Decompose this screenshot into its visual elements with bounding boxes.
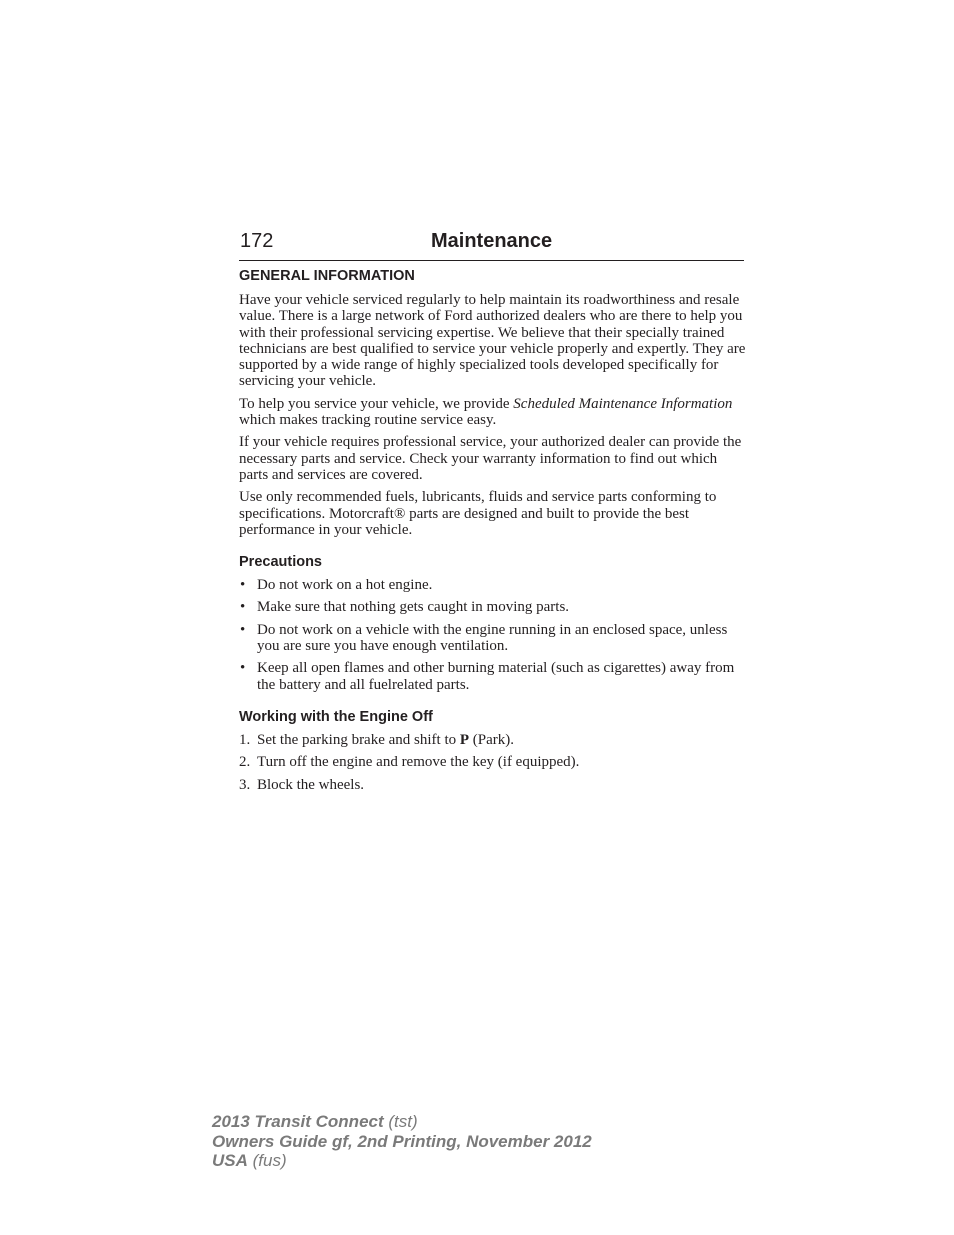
footer-market-code: (fus) xyxy=(247,1151,287,1170)
general-paragraph-2-start: To help you service your vehicle, we provide xyxy=(239,395,514,412)
step-text: Block the wheels. xyxy=(257,776,365,793)
footer-model-code: (tst) xyxy=(383,1112,418,1131)
general-paragraph-2 xyxy=(239,396,749,429)
list-item xyxy=(239,660,749,693)
general-paragraph-4: Use only recommended fuels, lubricants, fluids and service parts conforming to specifications. Motorcraft® parts are designed and built to provide the best performance in your vehicle. xyxy=(239,489,717,538)
list-item xyxy=(239,599,749,615)
general-paragraph-2-end: which makes tracking routine service easy. xyxy=(239,412,497,429)
list-item-text: Make sure that nothing gets caught in moving parts. xyxy=(257,599,570,616)
bullet: • xyxy=(240,577,246,594)
footer-line-1 xyxy=(212,1112,592,1132)
list-item xyxy=(239,577,749,593)
page-footer xyxy=(212,1112,592,1171)
list-item-text: Do not work on a vehicle with the engine running in an enclosed space, unless you are sure you have enough ventilation. xyxy=(257,621,728,655)
list-item-text: Keep all open flames and other burning material (such as cigarettes) away from the battery and all fuelrelated parts. xyxy=(257,660,735,693)
chapter-title: Maintenance xyxy=(431,230,553,252)
precautions-heading: Precautions xyxy=(239,554,322,571)
precautions-list xyxy=(239,577,749,693)
scheduled-maintenance-reference: Scheduled Maintenance Information xyxy=(513,395,733,412)
page-content xyxy=(239,265,749,799)
footer-model: 2013 Transit Connect xyxy=(212,1112,384,1131)
page-header xyxy=(239,228,744,261)
step-text-start: Set the parking brake and shift to xyxy=(257,731,460,748)
step-text-end: (Park). xyxy=(469,731,515,748)
footer-guide-edition: Owners Guide gf, 2nd Printing, November 2012 xyxy=(212,1131,592,1151)
footer-line-2 xyxy=(212,1132,592,1152)
engine-off-heading: Working with the Engine Off xyxy=(239,708,433,725)
step-number: 1. xyxy=(239,731,251,748)
general-paragraph-1: Have your vehicle serviced regularly to help maintain its roadworthiness and resale value. There is a large network of Ford authorized dealers who are there to help you with their professional servicing expertise. We believe that their specially trained technicians are best qualified to service your vehicle properly and expertly. They are supported by a wide range of highly specialized tools developed specifically for servicing your vehicle. xyxy=(239,292,746,390)
step-number: 3. xyxy=(239,776,251,793)
park-symbol: P xyxy=(459,731,470,748)
engine-off-steps xyxy=(239,732,749,793)
step-number: 2. xyxy=(239,754,251,771)
page-number: 172 xyxy=(240,230,274,252)
step-text: Turn off the engine and remove the key (if equipped). xyxy=(257,754,580,771)
general-paragraph-3: If your vehicle requires professional service, your authorized dealer can provide the necessary parts and service. Check your warranty information to find out which parts and services are covered. xyxy=(239,434,742,483)
list-item xyxy=(239,622,749,655)
step-item xyxy=(239,777,749,793)
list-item-text: Do not work on a hot engine. xyxy=(257,577,433,594)
general-information-heading: GENERAL INFORMATION xyxy=(239,268,415,284)
bullet: • xyxy=(240,599,246,616)
bullet: • xyxy=(240,660,246,677)
footer-market: USA xyxy=(212,1151,248,1170)
footer-line-3 xyxy=(212,1151,592,1171)
bullet: • xyxy=(240,621,246,638)
step-item xyxy=(239,732,749,748)
step-item xyxy=(239,754,749,770)
